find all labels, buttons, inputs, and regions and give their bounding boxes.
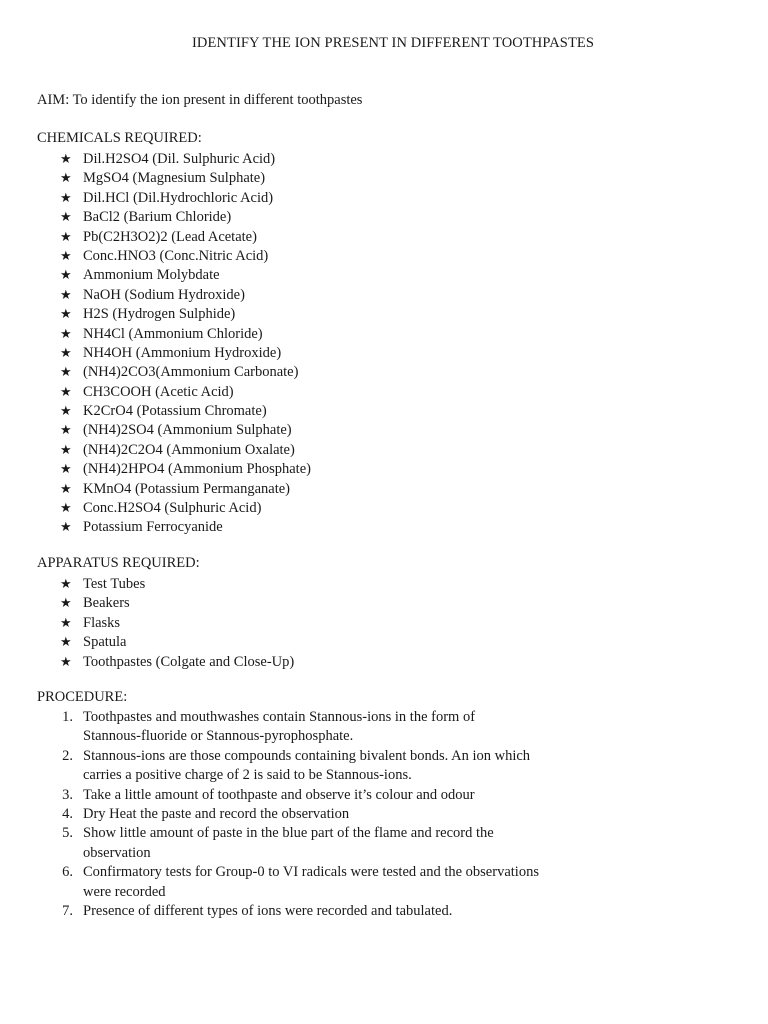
apparatus-item: [60, 613, 294, 632]
step-number: 6.: [62, 864, 73, 881]
chemical-item: [60, 459, 311, 478]
step-number: 2.: [62, 747, 73, 764]
chemical-item: [60, 168, 311, 187]
step-number: 7.: [62, 903, 73, 920]
procedure-step: [55, 805, 539, 824]
step-text-line: Toothpastes and mouthwashes contain Stannous-ions in the form of: [83, 709, 476, 725]
chemical-item-text: NH4Cl (Ammonium Chloride): [83, 325, 263, 342]
star-bullet-icon: ★: [60, 480, 72, 496]
chemical-item: [60, 498, 311, 517]
step-text-line: Show little amount of paste in the blue part of the flame and record the: [83, 825, 494, 842]
chemical-item: [60, 343, 311, 362]
chemical-item-text: Conc.HNO3 (Conc.Nitric Acid): [83, 247, 269, 264]
step-text-line: Stannous-fluoride or Stannous-pyrophosphate.: [83, 728, 354, 745]
apparatus-item-text: Beakers: [83, 595, 130, 612]
star-bullet-icon: ★: [60, 403, 72, 419]
chemical-item: [60, 420, 311, 439]
star-bullet-icon: ★: [60, 634, 72, 650]
procedure-step: [55, 824, 539, 863]
chemical-item-text: H2S (Hydrogen Sulphide): [83, 306, 236, 323]
star-bullet-icon: ★: [60, 267, 72, 283]
apparatus-heading: APPARATUS REQUIRED:: [37, 555, 200, 571]
star-bullet-icon: ★: [60, 170, 72, 186]
apparatus-item-text: Spatula: [83, 634, 127, 651]
chemicals-heading: CHEMICALS REQUIRED:: [37, 130, 202, 146]
star-bullet-icon: ★: [60, 247, 72, 263]
star-bullet-icon: ★: [60, 189, 72, 205]
procedure-list: [55, 708, 539, 921]
star-bullet-icon: ★: [60, 653, 72, 669]
chemical-item-text: Dil.HCl (Dil.Hydrochloric Acid): [83, 189, 274, 206]
apparatus-item: [60, 574, 294, 593]
star-bullet-icon: ★: [60, 306, 72, 322]
star-bullet-icon: ★: [60, 576, 72, 591]
procedure-step: [55, 863, 539, 902]
chemical-item-text: (NH4)2CO3(Ammonium Carbonate): [83, 364, 299, 381]
chemical-item: [60, 227, 311, 246]
chemical-item: [60, 265, 311, 284]
chemical-item: [60, 382, 311, 401]
star-bullet-icon: ★: [60, 325, 72, 341]
chemical-item: [60, 246, 311, 265]
star-bullet-icon: ★: [60, 344, 72, 360]
step-text-line: Stannous-ions are those compounds containing bivalent bonds. An ion which: [83, 747, 531, 764]
chemical-item-text: Potassium Ferrocyanide: [83, 519, 223, 536]
chemical-item-text: (NH4)2HPO4 (Ammonium Phosphate): [83, 461, 311, 478]
star-bullet-icon: ★: [60, 441, 72, 457]
chemical-item-text: BaCl2 (Barium Chloride): [83, 209, 232, 226]
chemical-item: [60, 149, 311, 168]
step-text-line: carries a positive charge of 2 is said to be Stannous-ions.: [83, 767, 412, 784]
star-bullet-icon: ★: [60, 209, 72, 225]
chemical-item: [60, 324, 311, 343]
step-text-line: Presence of different types of ions were recorded and tabulated.: [83, 903, 453, 920]
star-bullet-icon: ★: [60, 422, 72, 438]
chemical-item-text: K2CrO4 (Potassium Chromate): [83, 403, 267, 420]
chemical-item-text: KMnO4 (Potassium Permanganate): [83, 480, 290, 497]
procedure-step: [55, 747, 539, 786]
procedure-step: [55, 902, 539, 921]
chemicals-list: [60, 149, 311, 537]
star-bullet-icon: ★: [60, 228, 72, 244]
chemical-item: [60, 479, 311, 498]
chemical-item: [60, 188, 311, 207]
chemical-item: [60, 285, 311, 304]
chemical-item: [60, 517, 311, 536]
procedure-step: [55, 708, 539, 747]
apparatus-item-text: Toothpastes (Colgate and Close-Up): [83, 653, 295, 670]
apparatus-list: [60, 574, 294, 671]
step-number: 5.: [62, 825, 73, 842]
apparatus-item: [60, 632, 294, 651]
chemical-item-text: (NH4)2C2O4 (Ammonium Oxalate): [83, 441, 295, 458]
chemical-item-text: MgSO4 (Magnesium Sulphate): [83, 170, 266, 187]
apparatus-item-text: Test Tubes: [83, 576, 146, 592]
chemical-item-text: CH3COOH (Acetic Acid): [83, 383, 234, 400]
chemical-item-text: Conc.H2SO4 (Sulphuric Acid): [83, 500, 262, 517]
step-text-line: Confirmatory tests for Group-0 to VI radicals were tested and the observations: [83, 864, 539, 881]
apparatus-item: [60, 593, 294, 612]
chemical-item: [60, 207, 311, 226]
step-text-line: Take a little amount of toothpaste and observe it’s colour and odour: [83, 786, 475, 803]
step-number: 1.: [62, 709, 73, 725]
star-bullet-icon: ★: [60, 151, 72, 166]
step-text-line: Dry Heat the paste and record the observation: [83, 806, 350, 823]
apparatus-item-text: Flasks: [83, 614, 121, 631]
document-title: IDENTIFY THE ION PRESENT IN DIFFERENT TOOTHPASTES: [191, 35, 595, 51]
chemical-item: [60, 362, 311, 381]
star-bullet-icon: ★: [60, 614, 72, 630]
chemical-item-text: (NH4)2SO4 (Ammonium Sulphate): [83, 422, 292, 439]
star-bullet-icon: ★: [60, 383, 72, 399]
chemical-item-text: Pb(C2H3O2)2 (Lead Acetate): [83, 228, 257, 245]
star-bullet-icon: ★: [60, 364, 72, 380]
star-bullet-icon: ★: [60, 519, 72, 535]
step-text-line: were recorded: [83, 883, 166, 900]
chemical-item-text: NH4OH (Ammonium Hydroxide): [83, 344, 282, 361]
aim-text: AIM: To identify the ion present in different toothpastes: [37, 92, 363, 108]
chemical-item: [60, 440, 311, 459]
step-number: 3.: [62, 786, 73, 803]
step-text-line: observation: [83, 844, 151, 861]
chemical-item-text: Dil.H2SO4 (Dil. Sulphuric Acid): [83, 151, 276, 167]
star-bullet-icon: ★: [60, 286, 72, 302]
star-bullet-icon: ★: [60, 461, 72, 477]
star-bullet-icon: ★: [60, 500, 72, 516]
apparatus-item: [60, 652, 294, 671]
star-bullet-icon: ★: [60, 595, 72, 611]
chemical-item-text: NaOH (Sodium Hydroxide): [83, 286, 245, 303]
chemical-item-text: Ammonium Molybdate: [83, 267, 220, 284]
procedure-step: [55, 786, 539, 805]
chemical-item: [60, 304, 311, 323]
procedure-heading: PROCEDURE:: [37, 689, 128, 705]
step-number: 4.: [62, 806, 73, 823]
chemical-item: [60, 401, 311, 420]
